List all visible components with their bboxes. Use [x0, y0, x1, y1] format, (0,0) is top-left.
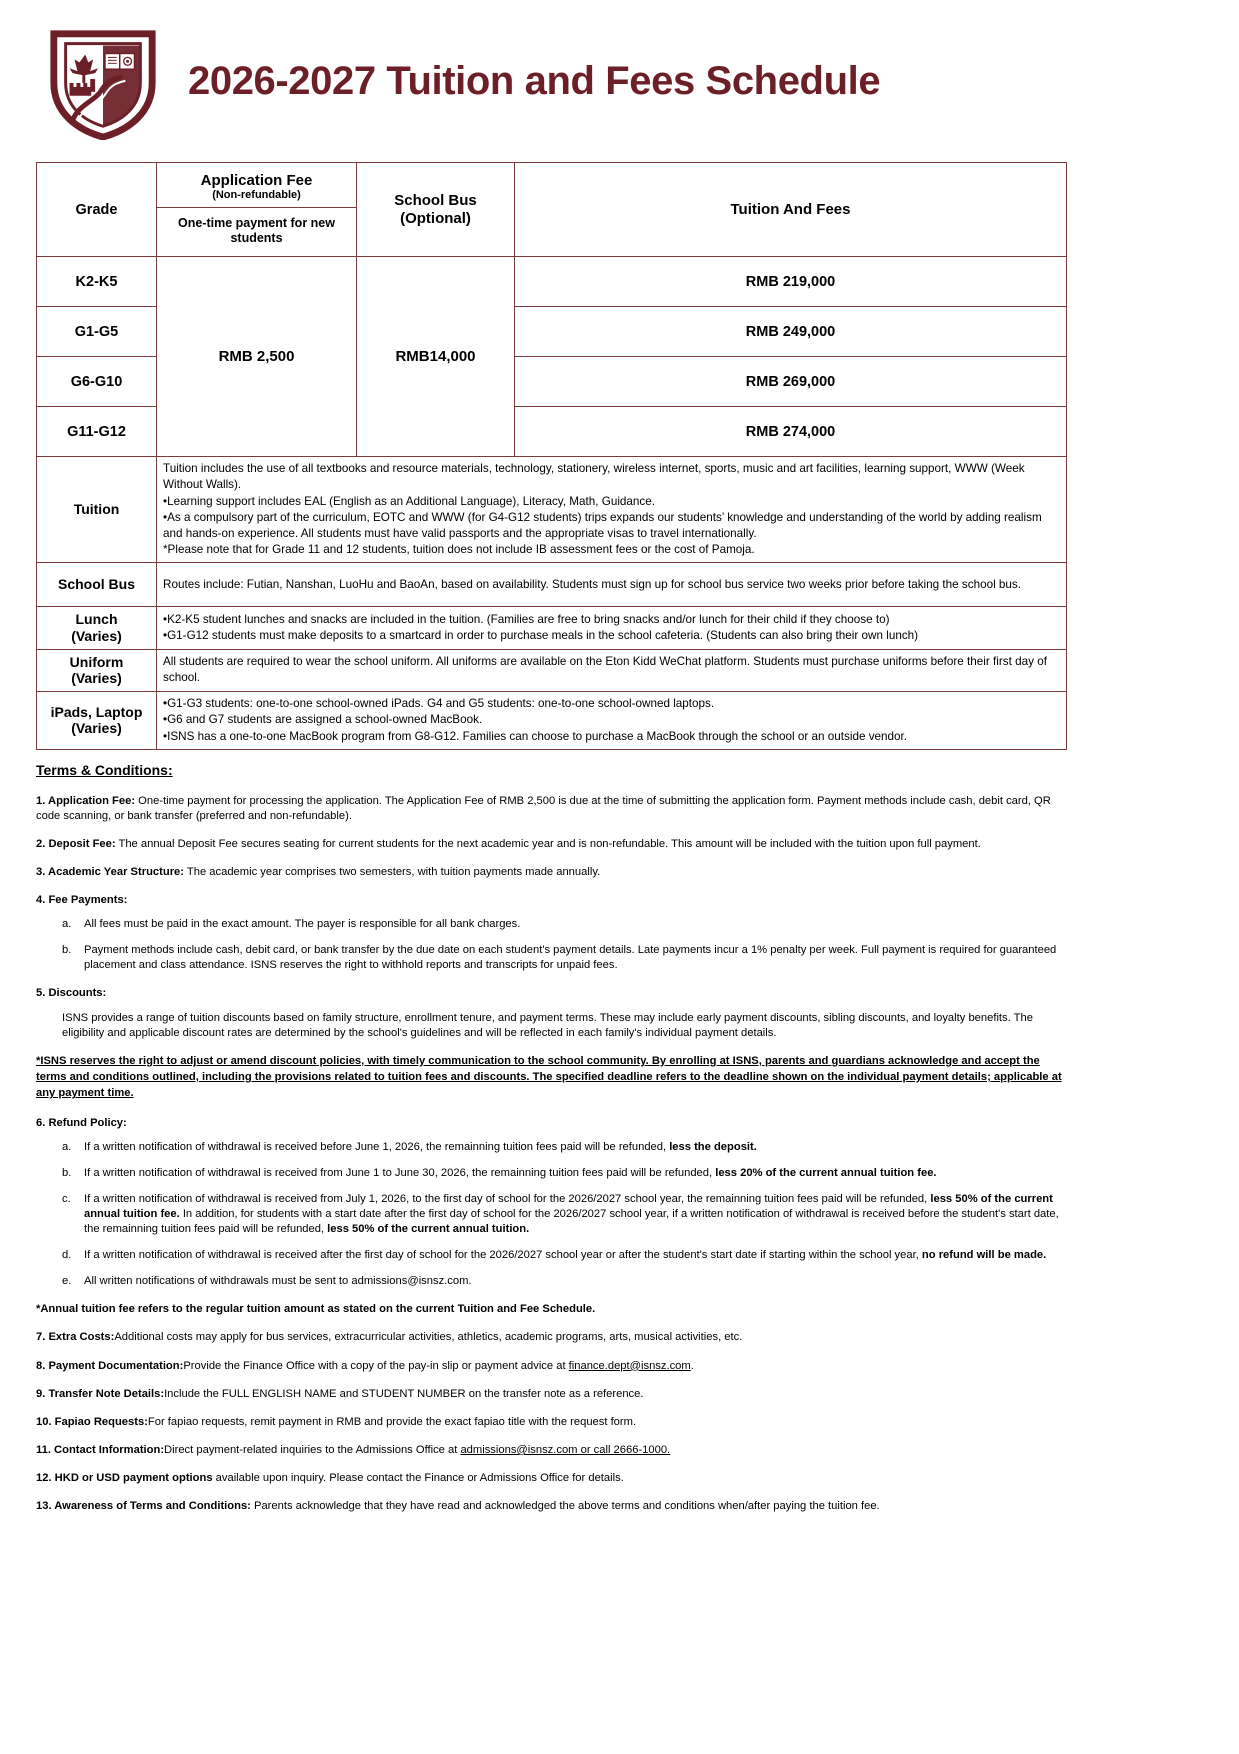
tuition-line-3: •As a compulsory part of the curriculum, EOTC and WWW (for G4-G12 students) trips expands our students’ knowledge and understanding of the world by adding realism and hands-on experience. All students must have valid passports and the appropriate visas to travel internationally.	[163, 510, 1042, 540]
term-6-sublist	[36, 1140, 1066, 1290]
tuition-g11-g12: RMB 274,000	[515, 407, 1067, 457]
term-3-text: The academic year comprises two semesters, with tuition payments made annually.	[184, 865, 601, 878]
header-school-bus-line2: (Optional)	[400, 209, 471, 227]
term-6-a-marker: a.	[62, 1140, 72, 1153]
detail-row-ipads-laptop	[37, 692, 1067, 749]
term-6-c-marker: c.	[62, 1192, 71, 1205]
term-5-label: 5. Discounts:	[36, 987, 107, 1000]
term-2-text: The annual Deposit Fee secures seating for current students for the next academic year and is non-refundable. This amount will be included with the tuition upon full payment.	[115, 837, 981, 850]
grade-k2-k5: K2-K5	[37, 257, 157, 307]
term-4-sublist	[36, 917, 1066, 973]
term-item-8	[36, 1359, 1066, 1374]
term-12-text: available upon inquiry. Please contact the Finance or Admissions Office for details.	[212, 1472, 624, 1485]
term-6-d-bold: no refund will be made.	[921, 1249, 1047, 1262]
term-5-text: ISNS provides a range of tuition discounts based on family structure, enrollment tenure, and payment terms. These may include early payment discounts, sibling discounts, and loyalty benefits. The eligibility and applicable discount rates are determined by the school's guidelines and will be reflected in each family's individual payment details.	[62, 1011, 1033, 1039]
term-item-6	[36, 1116, 1066, 1290]
term-6-c-bold2: less 50% of the current annual tuition.	[327, 1223, 530, 1236]
term-item-9	[36, 1387, 1066, 1402]
detail-label-lunch-line1: Lunch	[75, 611, 118, 628]
term-8-text: Provide the Finance Office with a copy of the pay-in slip or payment advice at	[183, 1359, 569, 1372]
tuition-line-1: Tuition includes the use of all textbooks and resource materials, technology, stationery, wireless internet, sports, music and art facilities, learning support, WWW (Week Without Walls).	[163, 462, 1025, 492]
detail-label-school-bus: School Bus	[37, 563, 157, 607]
header-application-fee-sub: (Non-refundable)	[212, 189, 301, 202]
term-10-text: For fapiao requests, remit payment in RMB and provide the exact fapiao title with the request form.	[147, 1415, 637, 1428]
term-8-text-end: .	[690, 1359, 694, 1372]
tuition-g1-g5: RMB 249,000	[515, 307, 1067, 357]
header-school-bus	[357, 163, 515, 257]
detail-label-ipads-laptop	[37, 692, 157, 749]
term-6-label: 6. Refund Policy:	[36, 1116, 127, 1129]
term-6-b-marker: b.	[62, 1166, 72, 1179]
school-bus-line-1: Routes include: Futian, Nanshan, LuoHu and BaoAn, based on availability. Students must sign up for school bus service two weeks prior before taking the school bus.	[163, 577, 1022, 591]
detail-label-ipads-line2: (Varies)	[71, 720, 122, 737]
detail-label-lunch	[37, 607, 157, 650]
term-6-a-bold: less the deposit.	[669, 1140, 757, 1153]
detail-row-tuition	[37, 457, 1067, 563]
term-11-text: Direct payment-related inquiries to the Admissions Office at	[164, 1443, 461, 1456]
term-11-label: 11. Contact Information:	[36, 1443, 165, 1456]
term-item-7	[36, 1330, 1066, 1345]
term-6-item-d	[36, 1248, 1066, 1263]
term-5-emphasis: *ISNS reserves the right to adjust or amend discount policies, with timely communication to the school community. By enrolling at ISNS, parents and guardians acknowledge and accept the terms and conditions outlined, including the provisions related to tuition fees and discounts. The specified deadline refers to the deadline shown on the individual payment details; applicable at any payment time.	[36, 1054, 1062, 1100]
term-4-a-text: All fees must be paid in the exact amount. The payer is responsible for all bank charges.	[84, 918, 521, 931]
terms-and-conditions-section	[36, 761, 1066, 1568]
finance-email-link[interactable]: finance.dept@isnsz.com	[568, 1359, 691, 1372]
term-6-item-c	[36, 1192, 1066, 1237]
header-application-fee	[157, 163, 357, 257]
term-6-b-text: If a written notification of withdrawal is received from June 1 to June 30, 2026, the remainning tuition fees paid will be refunded,	[84, 1166, 716, 1179]
detail-label-uniform	[37, 649, 157, 692]
lunch-line-1: •K2-K5 student lunches and snacks are included in the tuition. (Families are free to bring snacks and/or lunch for their child if they choose to)	[163, 612, 890, 626]
detail-label-uniform-line1: Uniform	[69, 653, 124, 670]
term-4-b-marker: b.	[62, 944, 72, 957]
term-8-label: 8. Payment Documentation:	[36, 1359, 184, 1372]
term-13-label: 13. Awareness of Terms and Conditions:	[36, 1500, 251, 1513]
term-item-10	[36, 1415, 1066, 1430]
grade-g1-g5: G1-G5	[37, 307, 157, 357]
detail-label-lunch-line2: (Varies)	[71, 627, 122, 644]
header-application-fee-main: Application Fee	[200, 172, 313, 189]
term-13-text: Parents acknowledge that they have read and acknowledged the above terms and conditions when/after paying the tuition fee.	[250, 1500, 880, 1513]
term-item-3	[36, 865, 1066, 880]
term-6-e-marker: e.	[62, 1275, 72, 1288]
term-6-b-bold: less 20% of the current annual tuition fee.	[715, 1166, 937, 1179]
detail-text-tuition	[157, 457, 1067, 563]
term-6-c-bold1: less 50% of the current annual tuition fee.	[84, 1192, 1053, 1220]
detail-text-lunch	[157, 607, 1067, 650]
term-6-e-text: All written notifications of withdrawals must be sent to admissions@isnsz.com.	[84, 1275, 472, 1288]
header-tuition-and-fees: Tuition And Fees	[515, 163, 1067, 257]
tuition-fee-table	[36, 162, 1067, 750]
term-item-1	[36, 794, 1066, 824]
detail-row-uniform	[37, 649, 1067, 692]
table-row	[37, 257, 1067, 307]
term-item-5	[36, 986, 1066, 1101]
detail-label-tuition: Tuition	[37, 457, 157, 563]
term-6-c-text1: If a written notification of withdrawal is received from July 1, 2026, to the first day of school for the 2026/2027 school year, the remainning tuition fees paid will be refunded,	[84, 1192, 931, 1205]
term-12-label: 12. HKD or USD payment options	[36, 1472, 213, 1485]
term-4-label: 4. Fee Payments:	[36, 894, 128, 907]
annual-tuition-note: *Annual tuition fee refers to the regular tuition amount as stated on the current Tuition and Fee Schedule.	[36, 1303, 596, 1316]
term-6-a-text: If a written notification of withdrawal is received before June 1, 2026, the remainning tuition fees paid will be refunded,	[84, 1140, 670, 1153]
ipads-line-2: •G6 and G7 students are assigned a school-owned MacBook.	[163, 713, 483, 727]
uniform-line-1: All students are required to wear the school uniform. All uniforms are available on the Eton Kidd WeChat platform. Students must purchase uniforms before their first day of school.	[163, 655, 1047, 685]
ipads-line-1: •G1-G3 students: one-to-one school-owned iPads. G4 and G5 students: one-to-one school-owned laptops.	[163, 697, 715, 711]
admissions-contact-link[interactable]: admissions@isnsz.com or call 2666-1000.	[460, 1443, 671, 1456]
detail-text-uniform	[157, 649, 1067, 692]
term-1-text: One-time payment for processing the application. The Application Fee of RMB 2,500 is due at the time of submitting the application form. Payment methods include cash, debit card, QR code scanning, or bank transfer (preferred and non-refundable).	[36, 794, 1051, 822]
terms-title: Terms & Conditions:	[36, 761, 173, 778]
term-9-text: Include the FULL ENGLISH NAME and STUDENT NUMBER on the transfer note as a reference.	[164, 1387, 644, 1400]
term-2-label: 2. Deposit Fee:	[36, 837, 116, 850]
detail-row-lunch	[37, 607, 1067, 650]
term-4-b-text: Payment methods include cash, debit card, or bank transfer by the due date on each student's payment details. Late payments incur a 1% penalty per week. Full payment is required for guaranteed placement and class attendance. ISNS reserves the right to withhold reports and transcripts for unpaid fees.	[84, 944, 1057, 972]
tuition-line-4: *Please note that for Grade 11 and 12 students, tuition does not include IB assessment fees or the cost of Pamoja.	[163, 542, 755, 556]
header-application-fee-note: One-time payment for new students	[178, 216, 335, 246]
term-item-13	[36, 1499, 1066, 1514]
term-6-item-b	[36, 1166, 1066, 1181]
ipads-line-3: •ISNS has a one-to-one MacBook program from G8-G12. Families can choose to purchase a MacBook through the school or an outside vendor.	[163, 729, 908, 743]
table-header-row	[37, 163, 1067, 257]
detail-text-ipads-laptop	[157, 692, 1067, 749]
grade-g11-g12: G11-G12	[37, 407, 157, 457]
term-7-label: 7. Extra Costs:	[36, 1331, 115, 1344]
lunch-line-2: •G1-G12 students must make deposits to a smartcard in order to purchase meals in the school cafeteria. (Students can also bring their own lunch)	[163, 628, 919, 642]
term-6-item-e	[36, 1274, 1066, 1289]
term-10-label: 10. Fapiao Requests:	[36, 1415, 148, 1428]
term-4-item-a	[36, 917, 1066, 932]
detail-label-ipads-line1: iPads, Laptop	[50, 703, 143, 720]
tuition-line-2: •Learning support includes EAL (English as an Additional Language), Literacy, Math, Guidance.	[163, 494, 656, 508]
tuition-k2-k5: RMB 219,000	[515, 257, 1067, 307]
term-item-4	[36, 893, 1066, 973]
school-crest-logo	[44, 22, 162, 140]
detail-text-school-bus	[157, 563, 1067, 607]
tuition-g6-g10: RMB 269,000	[515, 357, 1067, 407]
term-4-a-marker: a.	[62, 918, 72, 931]
term-6-item-a	[36, 1140, 1066, 1155]
term-item-11	[36, 1443, 1066, 1458]
term-item-2	[36, 837, 1066, 852]
page-title: 2026-2027 Tuition and Fees Schedule	[188, 59, 881, 103]
school-bus-value: RMB14,000	[357, 257, 515, 457]
detail-row-school-bus	[37, 563, 1067, 607]
header-school-bus-line1: School Bus	[394, 192, 477, 210]
term-9-label: 9. Transfer Note Details:	[36, 1387, 165, 1400]
term-item-12	[36, 1471, 1066, 1486]
application-fee-value: RMB 2,500	[157, 257, 357, 457]
grade-g6-g10: G6-G10	[37, 357, 157, 407]
term-6-d-marker: d.	[62, 1249, 72, 1262]
term-4-item-b	[36, 943, 1066, 973]
header-grade: Grade	[37, 163, 157, 257]
detail-label-uniform-line2: (Varies)	[71, 670, 122, 687]
term-3-label: 3. Academic Year Structure:	[36, 865, 184, 878]
term-7-text: Additional costs may apply for bus services, extracurricular activities, athletics, academic programs, arts, musical activities, etc.	[114, 1331, 743, 1344]
term-6-d-text: If a written notification of withdrawal is received after the first day of school for the 2026/2027 school year or after the student's start date if starting within the school year,	[84, 1249, 922, 1262]
term-1-label: 1. Application Fee:	[36, 794, 136, 807]
term-6-c-text2: In addition, for students with a start date after the first day of school for the 2026/2027 school year, if a written notification of withdrawal is received before the student's start date, the remainning tuition fees paid will be refunded,	[84, 1207, 1059, 1236]
document-header	[0, 0, 1239, 158]
